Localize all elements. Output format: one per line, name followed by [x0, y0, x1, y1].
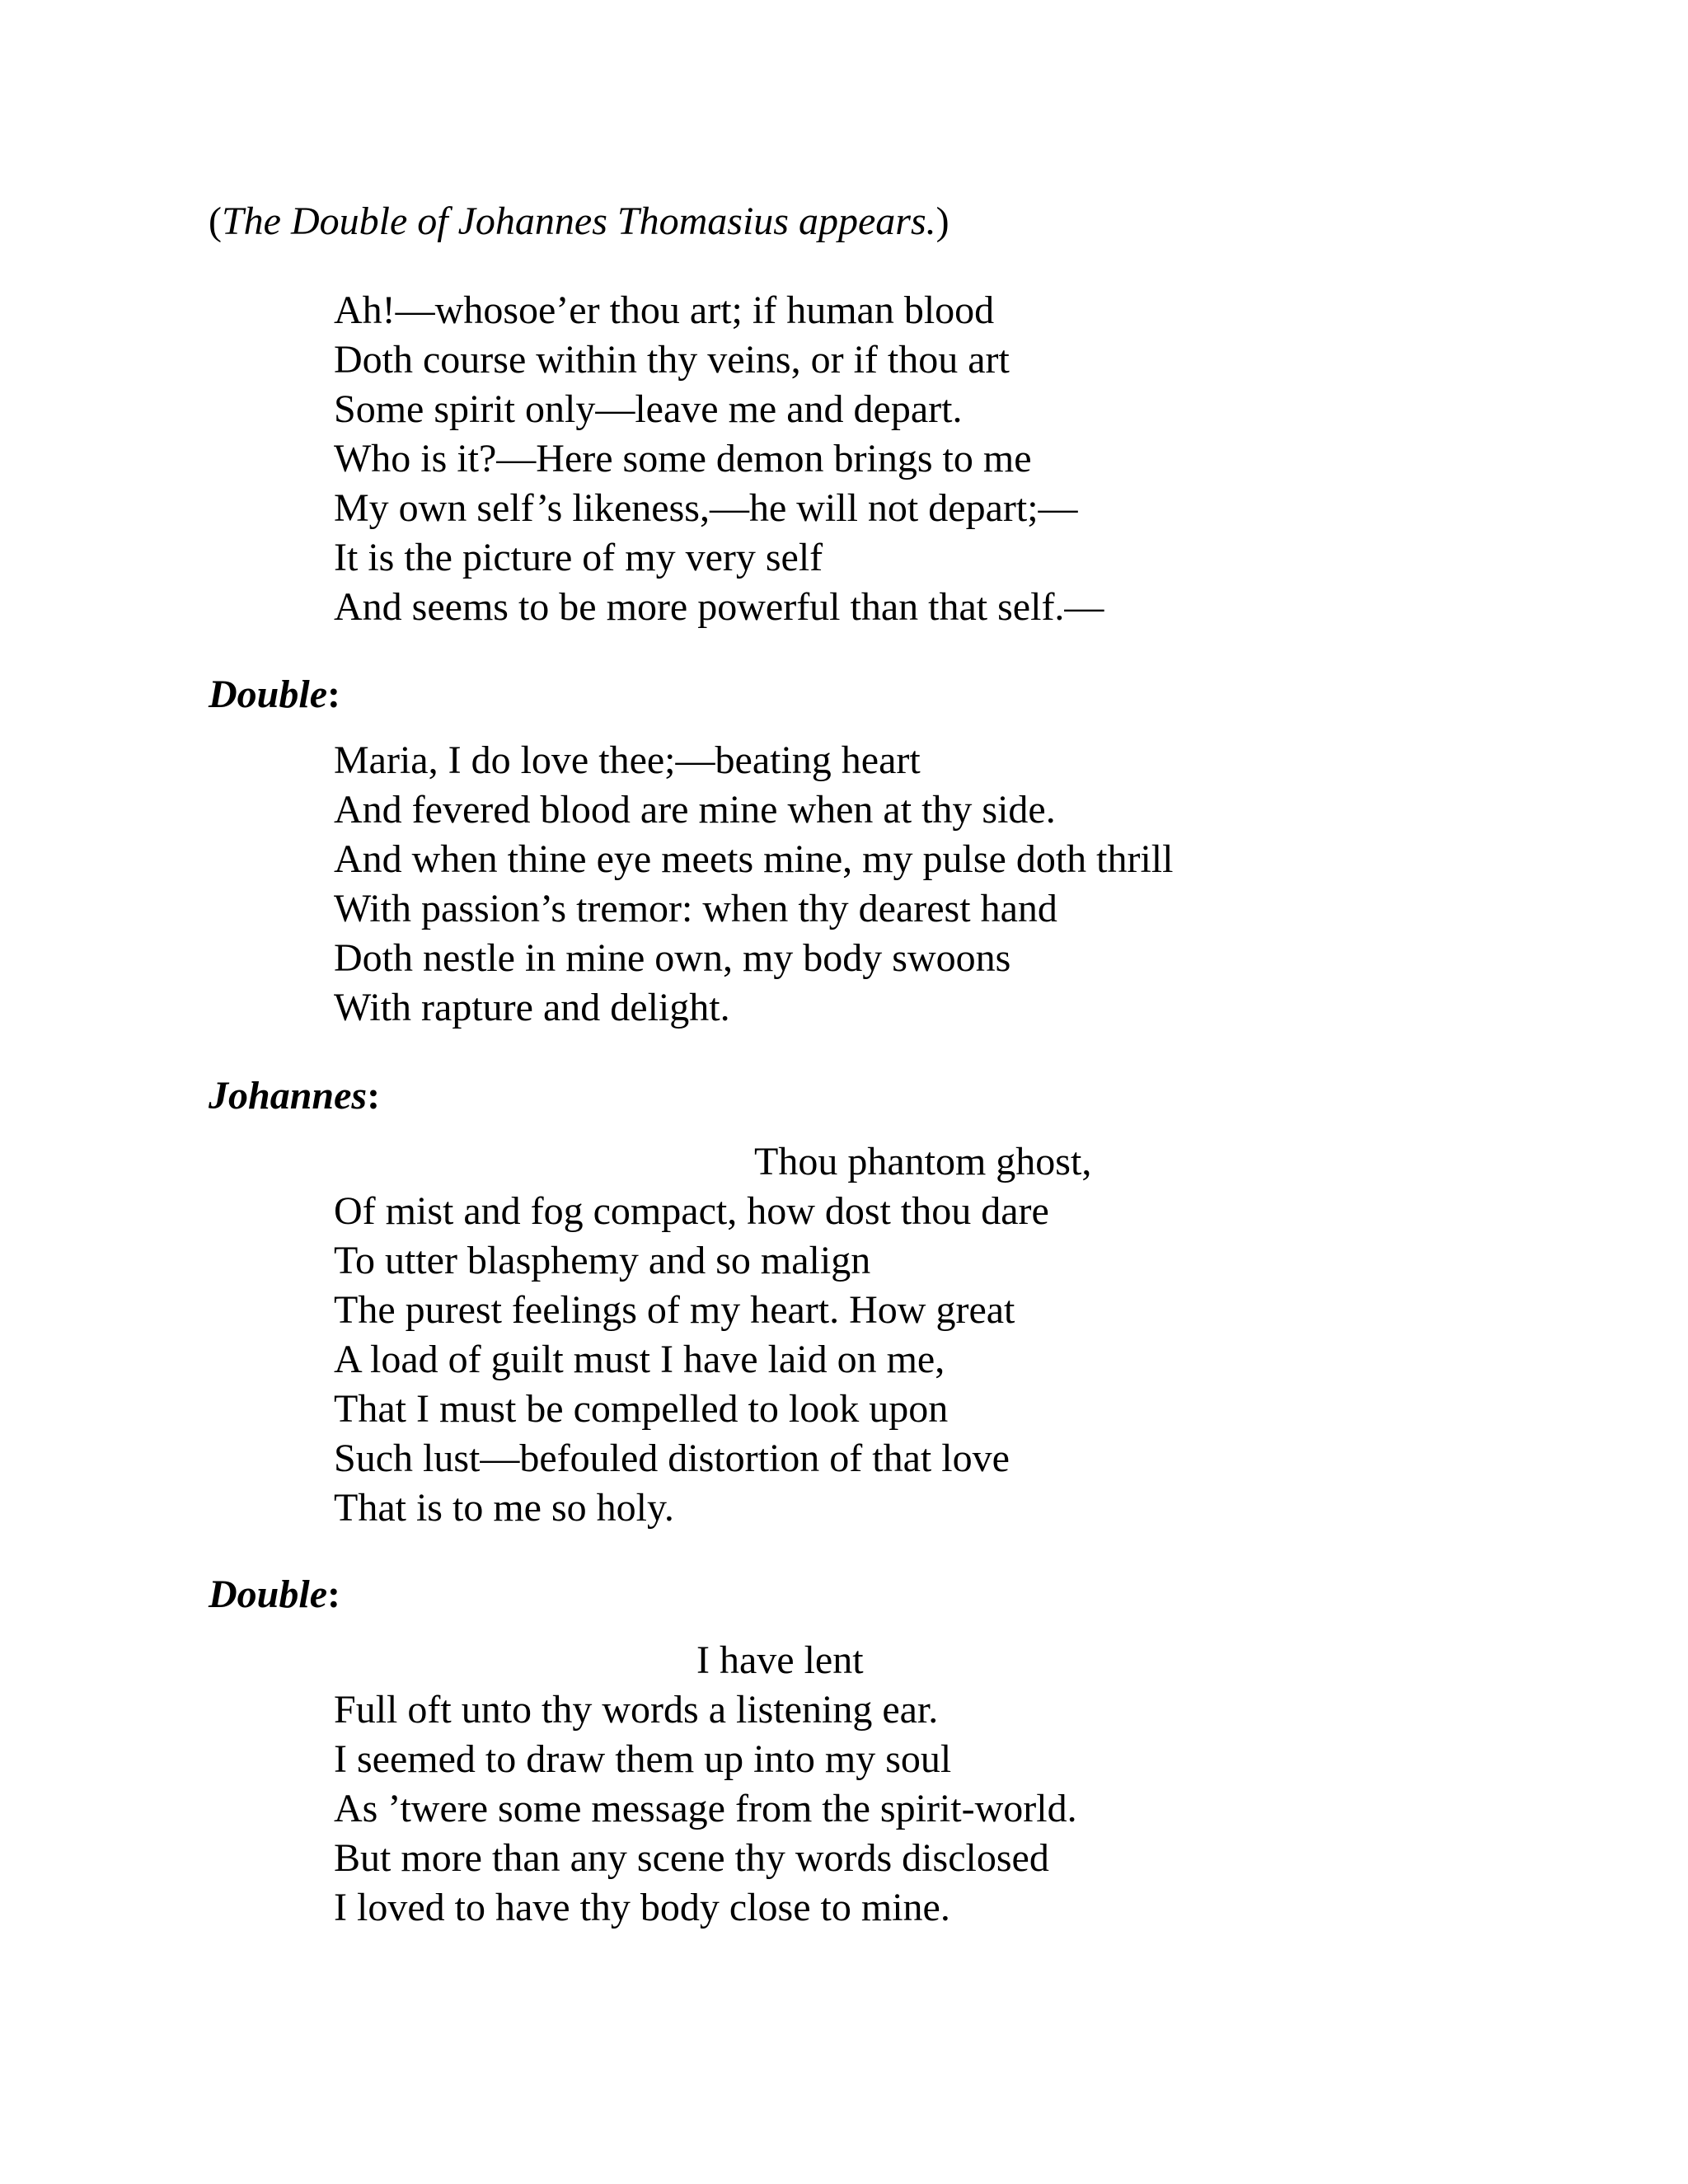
verse-line: A load of guilt must I have laid on me,	[334, 1338, 945, 1381]
verse-line: Ah!—whosoe’er thou art; if human blood	[334, 288, 995, 332]
verse-line: With rapture and delight.	[334, 986, 730, 1029]
verse-block-4	[334, 1636, 1570, 1933]
verse-continuation-line: I have lent	[696, 1638, 864, 1682]
verse-line: Some spirit only—leave me and depart.	[334, 387, 963, 431]
verse-line: Of mist and fog compact, how dost thou dare	[334, 1189, 1049, 1233]
verse-line: With passion’s tremor: when thy dearest hand	[334, 887, 1057, 930]
stage-direction-open-paren: (	[209, 199, 222, 243]
verse-line: Such lust—befouled distortion of that love	[334, 1436, 1010, 1480]
speaker-heading	[209, 1570, 340, 1619]
stage-direction-close-paren: )	[935, 199, 950, 243]
speaker-colon: :	[327, 1572, 340, 1616]
verse-line: Who is it?—Here some demon brings to me	[334, 437, 1032, 480]
verse-continuation-line: Thou phantom ghost,	[754, 1140, 1092, 1183]
speaker-colon: :	[367, 1074, 381, 1118]
verse-block-1	[334, 286, 1570, 632]
speaker-heading	[209, 670, 340, 719]
speaker-name: Double	[209, 673, 327, 716]
verse-line: As ’twere some message from the spirit-world.	[334, 1787, 1077, 1830]
speaker-colon: :	[327, 673, 340, 716]
verse-line: Doth course within thy veins, or if thou art	[334, 338, 1010, 382]
verse-line: But more than any scene thy words disclosed	[334, 1836, 1049, 1880]
verse-block-3	[334, 1137, 1570, 1533]
speaker-heading	[209, 1071, 380, 1121]
verse-line: And fevered blood are mine when at thy side.	[334, 788, 1056, 832]
stage-direction	[209, 197, 950, 246]
verse-line: I loved to have thy body close to mine.	[334, 1886, 950, 1929]
verse-line: My own self’s likeness,—he will not depart;—	[334, 486, 1078, 530]
verse-line: It is the picture of my very self	[334, 536, 823, 579]
verse-line: And seems to be more powerful than that self.—	[334, 585, 1104, 629]
speaker-name: Johannes	[209, 1074, 368, 1118]
verse-line: I seemed to draw them up into my soul	[334, 1737, 952, 1781]
verse-line: That is to me so holy.	[334, 1486, 674, 1530]
speaker-name: Double	[209, 1572, 327, 1616]
verse-line: Maria, I do love thee;—beating heart	[334, 738, 921, 782]
verse-line: That I must be compelled to look upon	[334, 1387, 949, 1431]
verse-line: To utter blasphemy and so malign	[334, 1239, 871, 1282]
verse-line: Full oft unto thy words a listening ear.	[334, 1688, 939, 1732]
stage-direction-text: The Double of Johannes Thomasius appears.	[221, 199, 936, 243]
verse-line: And when thine eye meets mine, my pulse doth thrill	[334, 837, 1174, 881]
verse-line: Doth nestle in mine own, my body swoons	[334, 936, 1011, 980]
verse-line: The purest feelings of my heart. How great	[334, 1288, 1015, 1332]
verse-block-2	[334, 736, 1570, 1033]
